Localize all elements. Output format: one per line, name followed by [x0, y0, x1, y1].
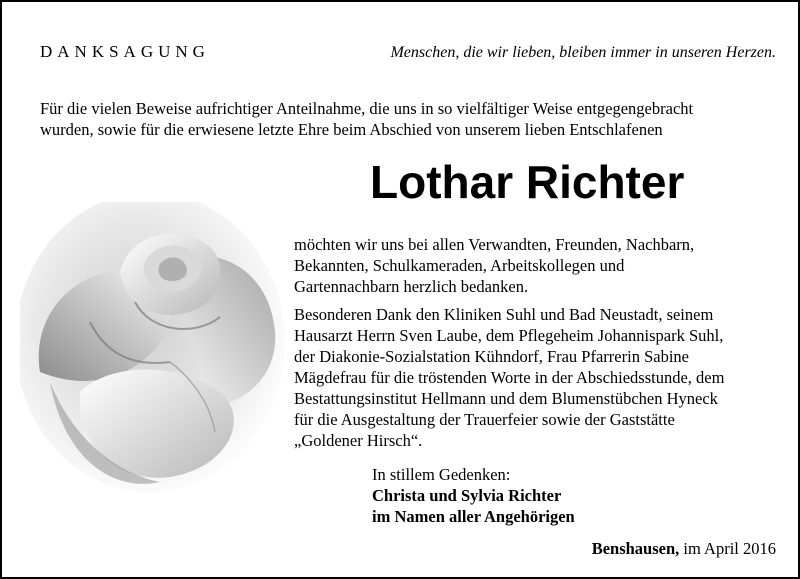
remembrance-label: In stillem Gedenken: [372, 465, 511, 484]
intro-line: Für die vielen Beweise aufrichtiger Anteilnahme, die uns in so vielfältiger Weise entgegengebracht [40, 99, 694, 118]
intro-line: wurden, sowie für die erwiesene letzte Ehre beim Abschied von unserem lieben Entschlafenen [40, 120, 663, 139]
special-thanks-paragraph [294, 304, 784, 451]
on-behalf-line: im Namen aller Angehörigen [372, 507, 575, 526]
special-line: Mägdefrau für die tröstenden Worte in der Abschiedsstunde, dem [294, 368, 725, 387]
heading: DANKSAGUNG [40, 42, 210, 61]
thanks-line: möchten wir uns bei allen Verwandten, Freunden, Nachbarn, [294, 235, 695, 254]
thanks-line: Gartennachbarn herzlich bedanken. [294, 277, 529, 296]
place-month-year: im April 2016 [683, 539, 776, 558]
signatories: Christa und Sylvia Richter [372, 486, 562, 505]
special-line: Bestattungsinstitut Hellmann und dem Blumenstübchen Hyneck [294, 389, 718, 408]
place-date [592, 539, 776, 559]
thanks-paragraph [294, 234, 774, 297]
special-line: Besonderen Dank den Kliniken Suhl und Bad Neustadt, seinem [294, 305, 714, 324]
deceased-name: Lothar Richter [370, 156, 685, 208]
place-town: Benshausen, [591, 539, 680, 558]
special-line: Hausarzt Herrn Sven Laube, dem Pflegeheim Johannispark Suhl, [294, 326, 724, 345]
motto: Menschen, die wir lieben, bleiben immer in unseren Herzen. [390, 44, 776, 61]
special-line: „Goldener Hirsch“. [294, 431, 423, 450]
rose-illustration [20, 202, 290, 502]
intro-text [40, 98, 770, 140]
special-line: für die Ausgestaltung der Trauerfeier sowie der Gaststätte [294, 410, 675, 429]
thanks-line: Bekannten, Schulkameraden, Arbeitskollegen und [294, 256, 625, 275]
special-line: der Diakonie-Sozialstation Kühndorf, Frau Pfarrerin Sabine [294, 347, 689, 366]
signature-block [372, 464, 575, 527]
